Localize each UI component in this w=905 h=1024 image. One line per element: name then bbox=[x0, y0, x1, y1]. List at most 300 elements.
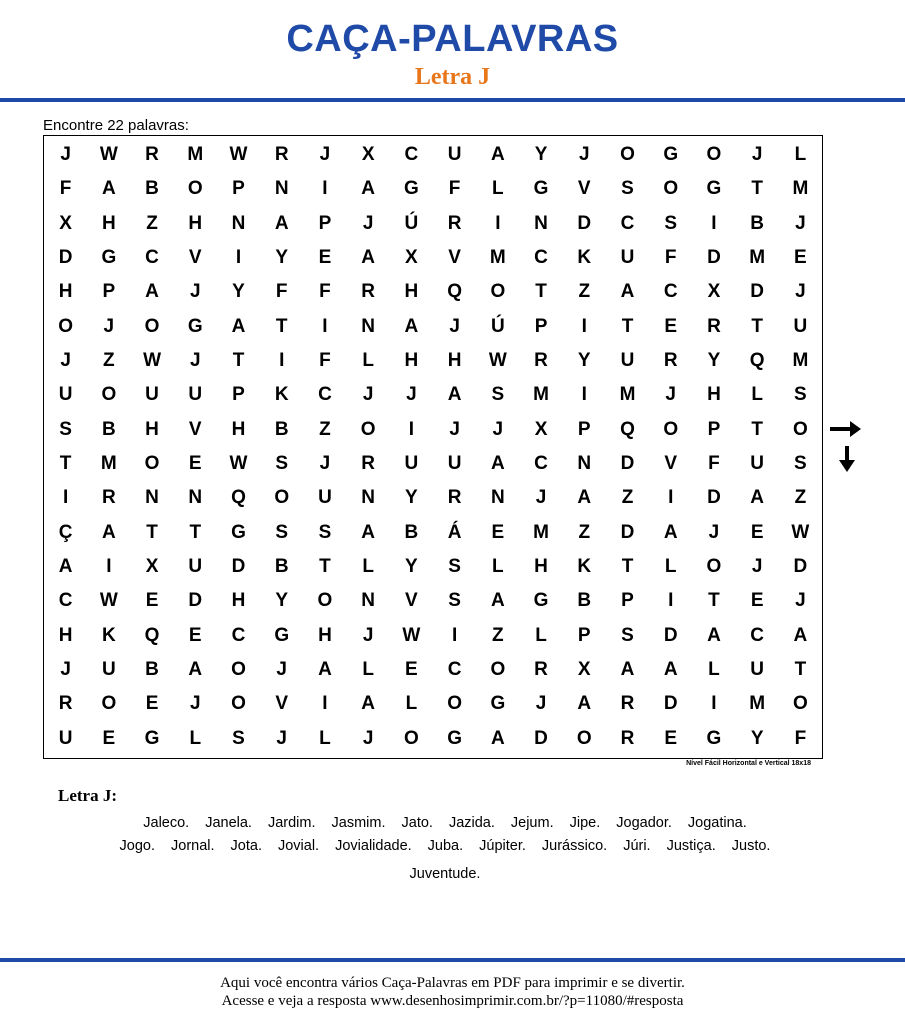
grid-cell[interactable]: P bbox=[534, 315, 548, 337]
grid-cell[interactable]: F bbox=[59, 178, 72, 200]
grid-cell[interactable]: J bbox=[60, 659, 71, 681]
grid-cell[interactable]: E bbox=[318, 247, 332, 269]
grid-cell[interactable]: A bbox=[620, 659, 635, 681]
grid-cell[interactable]: J bbox=[449, 315, 460, 337]
grid-cell[interactable]: Q bbox=[231, 487, 246, 509]
grid-cell[interactable]: S bbox=[448, 556, 461, 578]
grid-cell[interactable]: S bbox=[448, 590, 461, 612]
grid-cell[interactable]: J bbox=[708, 521, 720, 543]
grid-cell[interactable]: L bbox=[535, 624, 547, 646]
grid-cell[interactable]: X bbox=[534, 418, 548, 440]
grid-cell[interactable]: E bbox=[188, 453, 202, 475]
grid-cell[interactable]: H bbox=[145, 418, 159, 440]
grid-cell[interactable]: O bbox=[101, 693, 117, 715]
grid-cell[interactable]: R bbox=[620, 693, 635, 715]
grid-cell[interactable]: P bbox=[707, 418, 721, 440]
grid-cell[interactable]: A bbox=[361, 178, 376, 200]
grid-cell[interactable]: M bbox=[187, 144, 204, 166]
grid-cell[interactable]: I bbox=[106, 556, 112, 578]
grid-cell[interactable]: Y bbox=[232, 281, 245, 303]
grid-cell[interactable]: J bbox=[189, 281, 201, 303]
grid-cell[interactable]: A bbox=[404, 315, 419, 337]
grid-cell[interactable]: Á bbox=[447, 521, 462, 543]
grid-cell[interactable]: A bbox=[490, 590, 505, 612]
grid-cell[interactable]: A bbox=[490, 144, 505, 166]
grid-cell[interactable]: I bbox=[668, 487, 674, 509]
grid-cell[interactable]: A bbox=[58, 556, 73, 578]
grid-cell[interactable]: R bbox=[447, 487, 462, 509]
grid-cell[interactable]: M bbox=[489, 247, 506, 269]
grid-cell[interactable]: X bbox=[59, 212, 72, 234]
grid-cell[interactable]: E bbox=[664, 315, 678, 337]
grid-cell[interactable]: X bbox=[361, 144, 375, 166]
grid-cell[interactable]: H bbox=[231, 418, 246, 440]
grid-cell[interactable]: F bbox=[448, 178, 461, 200]
grid-cell[interactable]: R bbox=[58, 693, 73, 715]
grid-cell[interactable]: J bbox=[189, 350, 201, 372]
grid-cell[interactable]: A bbox=[188, 659, 203, 681]
grid-cell[interactable]: D bbox=[577, 212, 592, 234]
grid-cell[interactable]: B bbox=[750, 212, 765, 234]
grid-cell[interactable]: G bbox=[533, 590, 549, 612]
grid-cell[interactable]: O bbox=[447, 693, 462, 715]
grid-cell[interactable]: Z bbox=[794, 487, 807, 509]
grid-cell[interactable]: C bbox=[404, 144, 419, 166]
grid-cell[interactable]: L bbox=[362, 556, 374, 578]
grid-cell[interactable]: O bbox=[58, 315, 73, 337]
grid-cell[interactable]: G bbox=[274, 624, 290, 646]
grid-cell[interactable]: A bbox=[750, 487, 765, 509]
grid-cell[interactable]: G bbox=[144, 727, 160, 749]
grid-cell[interactable]: I bbox=[62, 487, 69, 509]
grid-cell[interactable]: I bbox=[322, 178, 328, 200]
grid-cell[interactable]: Y bbox=[275, 247, 289, 269]
grid-cell[interactable]: R bbox=[620, 727, 635, 749]
grid-cell[interactable]: Z bbox=[146, 212, 158, 234]
grid-cell[interactable]: N bbox=[188, 487, 203, 509]
grid-cell[interactable]: L bbox=[362, 350, 374, 372]
grid-cell[interactable]: J bbox=[535, 693, 547, 715]
grid-cell[interactable]: X bbox=[577, 659, 591, 681]
grid-cell[interactable]: B bbox=[101, 418, 116, 440]
grid-cell[interactable]: F bbox=[319, 350, 331, 372]
grid-cell[interactable]: C bbox=[145, 247, 159, 269]
grid-cell[interactable]: D bbox=[188, 590, 203, 612]
grid-cell[interactable]: O bbox=[231, 659, 246, 681]
grid-cell[interactable]: Y bbox=[405, 556, 418, 578]
grid-cell[interactable]: A bbox=[361, 247, 376, 269]
grid-cell[interactable]: I bbox=[581, 315, 587, 337]
grid-cell[interactable]: A bbox=[663, 659, 678, 681]
grid-cell[interactable]: N bbox=[361, 315, 376, 337]
grid-cell[interactable]: F bbox=[708, 453, 720, 475]
grid-cell[interactable]: E bbox=[794, 247, 807, 269]
grid-cell[interactable]: L bbox=[664, 556, 677, 578]
grid-cell[interactable]: R bbox=[447, 212, 462, 234]
grid-cell[interactable]: N bbox=[145, 487, 159, 509]
grid-cell[interactable]: I bbox=[322, 693, 328, 715]
grid-cell[interactable]: R bbox=[101, 487, 116, 509]
grid-cell[interactable]: O bbox=[663, 178, 679, 200]
grid-cell[interactable]: I bbox=[711, 693, 717, 715]
grid-cell[interactable]: M bbox=[792, 350, 809, 372]
grid-cell[interactable]: Y bbox=[707, 350, 721, 372]
grid-cell[interactable]: P bbox=[232, 384, 245, 406]
grid-cell[interactable]: J bbox=[362, 212, 374, 234]
grid-cell[interactable]: R bbox=[145, 144, 159, 166]
grid-cell[interactable]: U bbox=[447, 453, 462, 475]
grid-cell[interactable]: U bbox=[188, 556, 203, 578]
grid-cell[interactable]: S bbox=[59, 418, 72, 440]
grid-cell[interactable]: T bbox=[751, 315, 763, 337]
grid-cell[interactable]: L bbox=[405, 693, 418, 715]
grid-cell[interactable]: A bbox=[231, 315, 246, 337]
grid-cell[interactable]: A bbox=[620, 281, 635, 303]
grid-cell[interactable]: R bbox=[707, 315, 721, 337]
grid-cell[interactable]: T bbox=[751, 418, 763, 440]
grid-cell[interactable]: O bbox=[317, 590, 333, 612]
grid-cell[interactable]: Z bbox=[621, 487, 634, 509]
grid-cell[interactable]: H bbox=[58, 281, 73, 303]
grid-cell[interactable]: U bbox=[620, 350, 635, 372]
grid-cell[interactable]: F bbox=[319, 281, 331, 303]
grid-cell[interactable]: O bbox=[231, 693, 246, 715]
grid-cell[interactable]: G bbox=[490, 693, 506, 715]
grid-cell[interactable]: D bbox=[620, 521, 635, 543]
grid-cell[interactable]: L bbox=[751, 384, 763, 406]
grid-cell[interactable]: O bbox=[144, 315, 160, 337]
grid-cell[interactable]: X bbox=[145, 556, 159, 578]
grid-cell[interactable]: N bbox=[361, 487, 376, 509]
grid-cell[interactable]: F bbox=[275, 281, 288, 303]
grid-cell[interactable]: B bbox=[577, 590, 592, 612]
grid-cell[interactable]: L bbox=[362, 659, 374, 681]
grid-cell[interactable]: K bbox=[101, 624, 116, 646]
grid-cell[interactable]: C bbox=[534, 247, 548, 269]
grid-cell[interactable]: J bbox=[449, 418, 460, 440]
grid-cell[interactable]: T bbox=[275, 315, 288, 337]
grid-cell[interactable]: L bbox=[189, 727, 202, 749]
grid-cell[interactable]: V bbox=[577, 178, 591, 200]
grid-cell[interactable]: G bbox=[663, 144, 679, 166]
grid-cell[interactable]: G bbox=[101, 247, 117, 269]
grid-cell[interactable]: Q bbox=[447, 281, 462, 303]
grid-cell[interactable]: H bbox=[318, 624, 332, 646]
grid-cell[interactable]: T bbox=[708, 590, 720, 612]
grid-cell[interactable]: P bbox=[621, 590, 634, 612]
grid-cell[interactable]: C bbox=[534, 453, 548, 475]
grid-cell[interactable]: B bbox=[274, 418, 289, 440]
grid-cell[interactable]: J bbox=[362, 384, 374, 406]
grid-cell[interactable]: U bbox=[620, 247, 635, 269]
grid-cell[interactable]: U bbox=[58, 727, 73, 749]
grid-cell[interactable]: S bbox=[794, 453, 807, 475]
grid-cell[interactable]: G bbox=[706, 178, 722, 200]
grid-cell[interactable]: W bbox=[791, 521, 810, 543]
grid-cell[interactable]: N bbox=[274, 178, 289, 200]
grid-cell[interactable]: Y bbox=[405, 487, 418, 509]
grid-cell[interactable]: G bbox=[706, 727, 722, 749]
grid-cell[interactable]: M bbox=[533, 521, 549, 543]
grid-cell[interactable]: D bbox=[793, 556, 808, 578]
grid-cell[interactable]: A bbox=[577, 693, 592, 715]
grid-cell[interactable]: M bbox=[792, 178, 809, 200]
grid-cell[interactable]: Ú bbox=[404, 212, 419, 234]
grid-cell[interactable]: J bbox=[665, 384, 676, 406]
grid-cell[interactable]: A bbox=[577, 487, 592, 509]
grid-cell[interactable]: O bbox=[274, 487, 290, 509]
grid-cell[interactable]: A bbox=[793, 624, 808, 646]
grid-cell[interactable]: M bbox=[100, 453, 117, 475]
grid-cell[interactable]: S bbox=[275, 453, 289, 475]
grid-cell[interactable]: Z bbox=[578, 281, 591, 303]
grid-cell[interactable]: E bbox=[102, 727, 116, 749]
grid-cell[interactable]: Y bbox=[750, 727, 764, 749]
grid-cell[interactable]: V bbox=[188, 418, 202, 440]
grid-cell[interactable]: W bbox=[402, 624, 421, 646]
grid-cell[interactable]: J bbox=[60, 350, 71, 372]
grid-cell[interactable]: A bbox=[318, 659, 332, 681]
grid-cell[interactable]: F bbox=[794, 727, 807, 749]
grid-cell[interactable]: L bbox=[708, 659, 720, 681]
grid-cell[interactable]: U bbox=[750, 453, 765, 475]
grid-cell[interactable]: G bbox=[403, 178, 419, 200]
grid-cell[interactable]: D bbox=[707, 487, 721, 509]
grid-cell[interactable]: Ç bbox=[58, 521, 73, 543]
grid-cell[interactable]: G bbox=[533, 178, 549, 200]
grid-cell[interactable]: E bbox=[664, 727, 678, 749]
grid-cell[interactable]: V bbox=[664, 453, 678, 475]
grid-cell[interactable]: Q bbox=[144, 624, 160, 646]
grid-cell[interactable]: C bbox=[318, 384, 332, 406]
grid-cell[interactable]: O bbox=[403, 727, 419, 749]
grid-cell[interactable]: V bbox=[275, 693, 289, 715]
grid-cell[interactable]: N bbox=[490, 487, 505, 509]
grid-cell[interactable]: U bbox=[58, 384, 73, 406]
grid-cell[interactable]: T bbox=[621, 556, 634, 578]
grid-cell[interactable]: P bbox=[102, 281, 116, 303]
grid-cell[interactable]: T bbox=[189, 521, 202, 543]
grid-cell[interactable]: O bbox=[360, 418, 376, 440]
grid-cell[interactable]: D bbox=[663, 693, 678, 715]
grid-cell[interactable]: W bbox=[99, 144, 118, 166]
grid-cell[interactable]: R bbox=[534, 350, 548, 372]
grid-cell[interactable]: A bbox=[361, 521, 376, 543]
grid-cell[interactable]: A bbox=[101, 521, 116, 543]
grid-cell[interactable]: R bbox=[361, 281, 376, 303]
grid-cell[interactable]: T bbox=[794, 659, 807, 681]
grid-cell[interactable]: Q bbox=[620, 418, 635, 440]
grid-cell[interactable]: O bbox=[576, 727, 592, 749]
grid-cell[interactable]: Q bbox=[749, 350, 765, 372]
grid-cell[interactable]: R bbox=[274, 144, 289, 166]
grid-cell[interactable]: O bbox=[187, 178, 203, 200]
grid-cell[interactable]: O bbox=[792, 693, 808, 715]
grid-cell[interactable]: D bbox=[663, 624, 678, 646]
grid-cell[interactable]: H bbox=[188, 212, 203, 234]
grid-cell[interactable]: I bbox=[451, 624, 458, 646]
grid-cell[interactable]: P bbox=[318, 212, 332, 234]
grid-cell[interactable]: J bbox=[362, 624, 374, 646]
grid-cell[interactable]: I bbox=[495, 212, 501, 234]
grid-cell[interactable]: H bbox=[58, 624, 73, 646]
grid-cell[interactable]: J bbox=[319, 453, 331, 475]
grid-cell[interactable]: U bbox=[793, 315, 808, 337]
grid-cell[interactable]: A bbox=[707, 624, 721, 646]
grid-cell[interactable]: A bbox=[447, 384, 462, 406]
grid-cell[interactable]: H bbox=[447, 350, 462, 372]
grid-cell[interactable]: A bbox=[101, 178, 116, 200]
grid-cell[interactable]: M bbox=[533, 384, 549, 406]
grid-cell[interactable]: U bbox=[188, 384, 203, 406]
grid-cell[interactable]: O bbox=[663, 418, 679, 440]
grid-cell[interactable]: S bbox=[621, 624, 634, 646]
grid-cell[interactable]: H bbox=[101, 212, 116, 234]
grid-cell[interactable]: W bbox=[229, 144, 248, 166]
grid-cell[interactable]: S bbox=[621, 178, 634, 200]
grid-cell[interactable]: J bbox=[535, 487, 547, 509]
grid-cell[interactable]: G bbox=[447, 727, 462, 749]
grid-cell[interactable]: Ú bbox=[490, 315, 505, 337]
grid-cell[interactable]: T bbox=[59, 453, 72, 475]
grid-cell[interactable]: D bbox=[707, 247, 721, 269]
grid-cell[interactable]: J bbox=[795, 590, 806, 612]
grid-cell[interactable]: E bbox=[405, 659, 418, 681]
grid-cell[interactable]: P bbox=[577, 624, 591, 646]
grid-cell[interactable]: W bbox=[99, 590, 118, 612]
grid-cell[interactable]: J bbox=[406, 384, 417, 406]
grid-cell[interactable]: L bbox=[492, 556, 504, 578]
grid-cell[interactable]: D bbox=[620, 453, 635, 475]
grid-cell[interactable]: E bbox=[750, 590, 764, 612]
grid-cell[interactable]: N bbox=[231, 212, 246, 234]
grid-cell[interactable]: P bbox=[232, 178, 245, 200]
grid-cell[interactable]: Y bbox=[275, 590, 289, 612]
grid-cell[interactable]: W bbox=[488, 350, 507, 372]
grid-cell[interactable]: H bbox=[707, 384, 721, 406]
grid-cell[interactable]: I bbox=[235, 247, 242, 269]
grid-cell[interactable]: Y bbox=[577, 350, 591, 372]
grid-cell[interactable]: I bbox=[322, 315, 328, 337]
grid-cell[interactable]: S bbox=[491, 384, 505, 406]
grid-cell[interactable]: H bbox=[534, 556, 548, 578]
grid-cell[interactable]: T bbox=[146, 521, 158, 543]
grid-cell[interactable]: E bbox=[491, 521, 505, 543]
grid-cell[interactable]: D bbox=[58, 247, 73, 269]
grid-cell[interactable]: O bbox=[620, 144, 635, 166]
grid-cell[interactable]: I bbox=[711, 212, 717, 234]
grid-cell[interactable]: J bbox=[795, 212, 806, 234]
grid-cell[interactable]: J bbox=[103, 315, 115, 337]
grid-cell[interactable]: A bbox=[663, 521, 678, 543]
grid-cell[interactable]: R bbox=[534, 659, 548, 681]
grid-cell[interactable]: O bbox=[706, 144, 722, 166]
grid-cell[interactable]: K bbox=[274, 384, 289, 406]
grid-cell[interactable]: U bbox=[145, 384, 159, 406]
grid-cell[interactable]: E bbox=[750, 521, 764, 543]
grid-cell[interactable]: Z bbox=[492, 624, 504, 646]
grid-cell[interactable]: E bbox=[145, 590, 159, 612]
grid-cell[interactable]: D bbox=[534, 727, 548, 749]
grid-cell[interactable]: F bbox=[664, 247, 677, 269]
grid-cell[interactable]: M bbox=[749, 247, 766, 269]
grid-cell[interactable]: R bbox=[663, 350, 678, 372]
grid-cell[interactable]: O bbox=[101, 384, 117, 406]
grid-cell[interactable]: J bbox=[276, 659, 287, 681]
grid-cell[interactable]: C bbox=[231, 624, 246, 646]
grid-cell[interactable]: K bbox=[577, 556, 592, 578]
grid-cell[interactable]: O bbox=[490, 659, 506, 681]
grid-cell[interactable]: E bbox=[145, 693, 159, 715]
grid-cell[interactable]: T bbox=[751, 178, 763, 200]
grid-cell[interactable]: U bbox=[318, 487, 332, 509]
grid-cell[interactable]: C bbox=[620, 212, 635, 234]
grid-cell[interactable]: D bbox=[231, 556, 246, 578]
grid-cell[interactable]: I bbox=[408, 418, 415, 440]
grid-cell[interactable]: J bbox=[492, 418, 504, 440]
grid-cell[interactable]: P bbox=[577, 418, 591, 440]
grid-cell[interactable]: C bbox=[663, 281, 678, 303]
grid-cell[interactable]: R bbox=[361, 453, 376, 475]
grid-cell[interactable]: L bbox=[794, 144, 807, 166]
grid-cell[interactable]: O bbox=[792, 418, 808, 440]
grid-cell[interactable]: S bbox=[232, 727, 245, 749]
grid-cell[interactable]: J bbox=[795, 281, 806, 303]
grid-cell[interactable]: I bbox=[581, 384, 587, 406]
grid-cell[interactable]: U bbox=[404, 453, 419, 475]
grid-cell[interactable]: O bbox=[706, 556, 722, 578]
grid-cell[interactable]: A bbox=[145, 281, 159, 303]
grid-cell[interactable]: O bbox=[490, 281, 506, 303]
grid-cell[interactable]: S bbox=[794, 384, 807, 406]
grid-cell[interactable]: A bbox=[361, 693, 376, 715]
grid-cell[interactable]: M bbox=[619, 384, 636, 406]
grid-cell[interactable]: Z bbox=[103, 350, 115, 372]
grid-cell[interactable]: G bbox=[187, 315, 203, 337]
grid-cell[interactable]: C bbox=[58, 590, 73, 612]
grid-cell[interactable]: J bbox=[319, 144, 331, 166]
grid-cell[interactable]: T bbox=[232, 350, 245, 372]
grid-cell[interactable]: J bbox=[751, 556, 763, 578]
grid-cell[interactable]: V bbox=[448, 247, 461, 269]
grid-cell[interactable]: B bbox=[404, 521, 419, 543]
grid-cell[interactable]: Y bbox=[534, 144, 548, 166]
grid-cell[interactable]: K bbox=[577, 247, 592, 269]
grid-cell[interactable]: Z bbox=[319, 418, 331, 440]
grid-cell[interactable]: J bbox=[578, 144, 590, 166]
grid-cell[interactable]: I bbox=[668, 590, 674, 612]
grid-cell[interactable]: G bbox=[231, 521, 246, 543]
grid-cell[interactable]: V bbox=[405, 590, 418, 612]
grid-cell[interactable]: D bbox=[750, 281, 765, 303]
grid-cell[interactable]: Z bbox=[578, 521, 591, 543]
grid-cell[interactable]: N bbox=[361, 590, 376, 612]
grid-cell[interactable]: J bbox=[189, 693, 201, 715]
grid-cell[interactable]: J bbox=[276, 727, 287, 749]
grid-cell[interactable]: W bbox=[143, 350, 162, 372]
grid-cell[interactable]: A bbox=[490, 727, 505, 749]
grid-cell[interactable]: B bbox=[145, 178, 159, 200]
grid-cell[interactable]: J bbox=[362, 727, 374, 749]
grid-cell[interactable]: H bbox=[231, 590, 246, 612]
grid-cell[interactable]: B bbox=[145, 659, 159, 681]
grid-cell[interactable]: H bbox=[404, 350, 419, 372]
grid-cell[interactable]: U bbox=[101, 659, 116, 681]
grid-cell[interactable]: M bbox=[749, 693, 766, 715]
grid-cell[interactable]: T bbox=[535, 281, 547, 303]
grid-cell[interactable]: L bbox=[319, 727, 331, 749]
grid-cell[interactable]: T bbox=[621, 315, 634, 337]
